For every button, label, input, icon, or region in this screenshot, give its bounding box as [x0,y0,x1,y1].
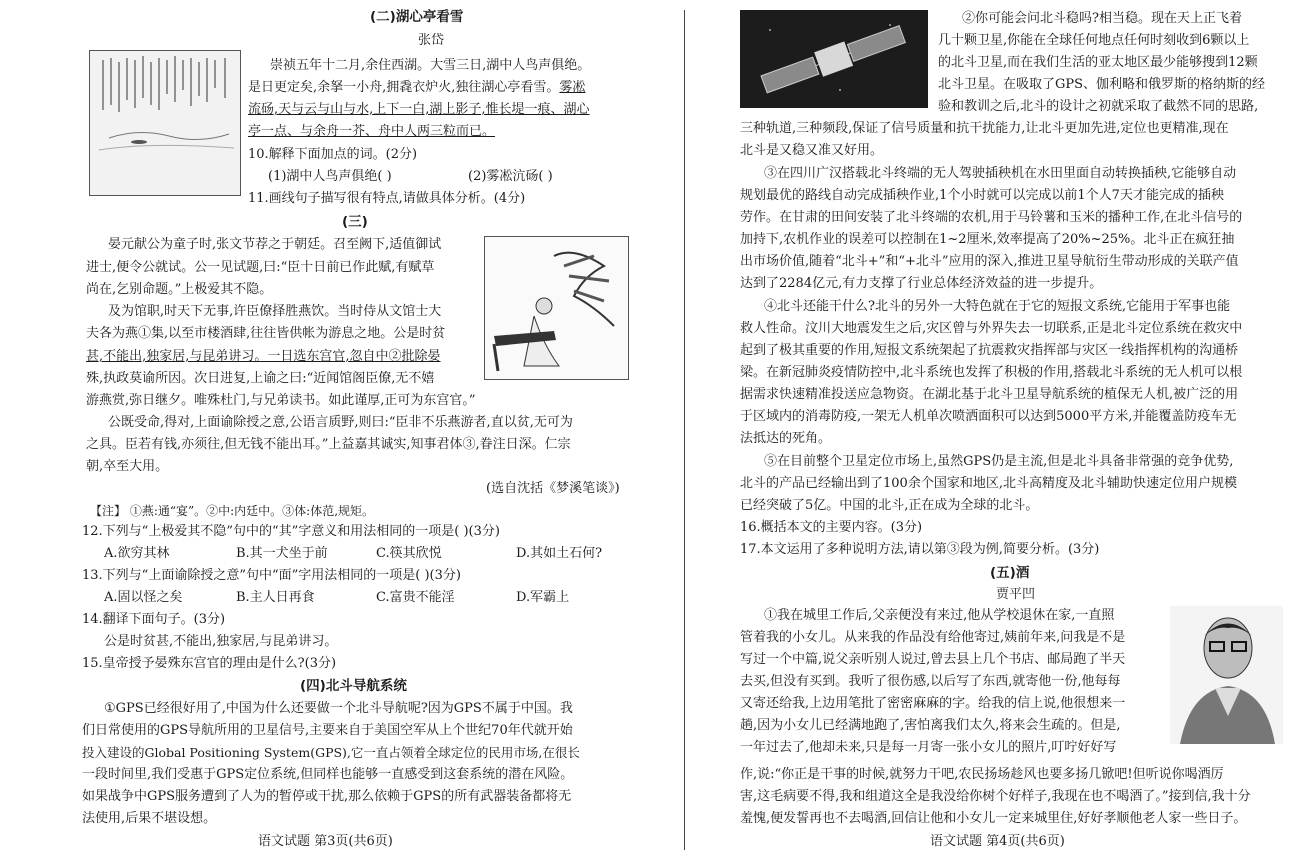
q12-option-a: A.欲穷其林 [104,546,170,561]
s2-line-3: 流砀,天与云与山与水,上下一白,湖上影子,惟长堤一痕、湖心 [248,102,590,117]
question-14-text: 公是时贫甚,不能出,独家居,与昆弟讲习。 [104,634,338,649]
s2-line-2: 是日更定矣,余拏一小舟,拥毳衣炉火,独往湖心亭看雪。雾凇 [248,80,586,95]
p2-line-7: 北斗是又稳又准又好用。 [740,143,884,158]
p2-line-2: 几十颗卫星,你能在全球任何地点任何时刻收到6颗以上 [938,33,1250,48]
question-10-b: (2)雾凇沆砀( ) [468,169,553,184]
s2-line-4: 亭一点、与余舟一芥、舟中人两三粒而已。 [248,124,496,139]
p4-line-2: 救人性命。汶川大地震发生之后,灾区曾与外界失去一切联系,正是北斗定位系统在救灾中 [740,321,1243,336]
question-13: 13.下列与“上面谕除授之意”句中“面”字用法相同的一项是( )(3分) [82,568,461,583]
q12-option-d: D.其如土石何? [516,546,603,561]
question-15: 15.皇帝授予晏殊东宫官的理由是什么?(3分) [82,656,337,671]
s3-line-4: 及为馆职,时天下无事,许臣僚择胜燕饮。当时侍从文馆士大 [108,304,442,319]
s5-line-4: 去买,但没有买到。我听了很伤感,以后写了东西,就寄他一份,他每每 [740,674,1121,689]
p3-line-3: 劳作。在甘肃的田间安装了北斗终端的农机,用于马铃薯和玉米的播种工作,在北斗信号的 [740,210,1243,225]
s5-line-8: 作,说:“你正是干事的时候,就努力干吧,农民扬场趁风也要多扬几锨吧!但听说你喝酒厉 [740,767,1224,782]
column-divider [684,10,685,850]
p2-line-5: 验和教训之后,北斗的设计之初就采取了截然不同的思路, [938,99,1259,114]
s4-line-3: 投入建设的Global Positioning System(GPS),它一直占领着全球定位的民用市场,在很长 [82,745,580,760]
p4-line-1: ④北斗还能干什么?北斗的另外一大特色就在于它的短报文系统,它能用于军事也能 [764,299,1231,314]
p3-line-1: ③在四川广汉搭载北斗终端的无人驾驶插秧机在水田里面自动转换插秧,它能够自动 [764,166,1237,181]
landscape-painting-image [89,50,241,196]
question-12: 12.下列与“上极爱其不隐”句中的“其”字意义和用法相同的一项是( )(3分) [82,524,500,539]
s5-line-3: 写过一个中篇,说父亲听别人说过,曾去县上几个书店、邮局跑了半天 [740,652,1126,667]
s5-line-9: 害,这毛病要不得,我和组道这全是我没给你树个好样子,我现在也不喝酒了。”接到信,我十分 [740,789,1251,804]
section-5-title: (五)酒 [990,565,1030,581]
s3-line-7: 殊,执政莫谕所因。次日进复,上谕之曰:“近闻馆阁臣僚,无不嬉 [86,371,435,386]
author-portrait-photo [1170,606,1283,744]
p2-line-4: 北斗卫星。在吸取了GPS、伽利略和俄罗斯的格纳斯的经 [938,77,1266,92]
p3-line-6: 达到了2284亿元,有力支撑了行业总体经济效益的进一步提升。 [740,276,1103,291]
s3-line-9: 公既受命,得对,上面谕除授之意,公语言质野,则曰:“臣非不乐燕游者,直以贫,无可为 [108,415,573,430]
q13-option-b: B.主人日再食 [236,590,315,605]
p5-line-2: 北斗的产品已经输出到了100余个国家和地区,北斗高精度及北斗辅助快速定位用户规模 [740,476,1237,491]
p2-line-1: ②你可能会问北斗稳吗?相当稳。现在天上正飞着 [962,11,1242,26]
s3-line-2: 进士,便令公就试。公一见试题,曰:“臣十日前已作此赋,有赋草 [86,260,435,275]
s2-line-1: 崇祯五年十二月,余住西湖。大雪三日,湖中人鸟声俱绝。 [270,58,591,73]
ink-figure-illustration [484,236,629,380]
p2-line-6: 三种轨道,三种频段,保证了信号质量和抗干扰能力,让北斗更加先进,定位也更精准,现在 [740,121,1229,136]
s5-line-6: 趟,因为小女儿已经满地跑了,害怕离我们太久,将来会生疏的。但是, [740,718,1121,733]
question-10: 10.解释下面加点的词。(2分) [248,147,418,162]
q13-option-d: D.军霸上 [516,590,570,605]
s3-line-5: 夫各为燕①集,以至市楼酒肆,往往皆供帐为游息之地。公是时贫 [86,326,446,341]
s4-line-1: ①GPS已经很好用了,中国为什么还要做一个北斗导航呢?因为GPS不属于中国。我 [104,701,573,716]
s3-line-8: 游燕赏,弥日继夕。唯殊杜门,与兄弟读书。如此谨厚,正可为东宫官。” [86,393,476,408]
q13-option-c: C.富贵不能淫 [376,590,455,605]
s3-line-10: 之具。臣若有钱,亦须往,但无钱不能出耳。”上益嘉其诚实,知事君体③,眷注日深。仁宗 [86,437,571,452]
q13-option-a: A.固以怪之矣 [104,590,183,605]
q12-option-c: C.筷其欣悦 [376,546,442,561]
q12-option-b: B.其一犬坐于前 [236,546,328,561]
s3-line-3: 尚在,乞别命题。”上极爱其不隐。 [86,282,273,297]
satellite-photo [740,10,928,108]
s5-line-7: 一年过去了,他却未来,只是每一月寄一张小女儿的照片,叮咛好好写 [740,740,1117,755]
s3-line-1: 晏元献公为童子时,张文节荐之于朝廷。召至阙下,适值御试 [108,237,442,252]
s5-line-10: 羞愧,便发誓再也不去喝酒,回信让他和小女儿一定来城里住,好好孝顺他老人家一些日子。 [740,811,1247,826]
p4-line-3: 起到了极其重要的作用,短报文系统架起了抗震救灾指挥部与灾区一线指挥机构的沟通桥 [740,343,1239,358]
p3-line-4: 加持下,农机作业的误差可以控制在1~2厘米,效率提高了20%~25%。北斗正在疯狂抽 [740,232,1235,247]
s4-line-4: 一段时间里,我们受惠于GPS定位系统,但同样也能够一直感受到这套系统的潜在风险。 [82,767,574,782]
s3-line-6: 甚,不能出,独家居,与昆弟讲习。一日选东宫官,忽自中②批除晏 [86,349,441,364]
question-17: 17.本文运用了多种说明方法,请以第③段为例,简要分析。(3分) [740,542,1100,557]
p4-line-5: 据需求快速精准投送应急物资。在湖北基于北斗卫星导航系统的植保无人机,被广泛的用 [740,387,1239,402]
p3-line-2: 规划最优的路线自动完成插秧作业,1个小时就可以完成以前1个人7天才能完成的插秧 [740,188,1224,203]
p3-line-5: 出市场价值,随着“北斗+”和“+北斗”应用的深入,推进卫星导航衍生带动形成的关联产值 [740,254,1239,269]
left-page-footer: 语文试题 第3页(共6页) [258,834,393,849]
s5-line-2: 管着我的小女儿。从来我的作品没有给他寄过,姨前年来,问我是不是 [740,630,1126,645]
s3-note: 【注】 ①燕:通“宴”。②中:内廷中。③体:体范,规矩。 [90,504,375,518]
question-10-a: (1)湖中人鸟声俱绝( ) [268,169,392,184]
s4-line-6: 法使用,后果不堪设想。 [82,811,217,826]
question-11: 11.画线句子描写很有特点,请做具体分析。(4分) [248,191,526,206]
section-2-author: 张岱 [418,33,445,48]
section-4-title: (四)北斗导航系统 [300,678,407,694]
right-page-footer: 语文试题 第4页(共6页) [930,834,1065,849]
s5-line-5: 又寄还给我,上边用笔批了密密麻麻的字。给我的信上说,他很想来一 [740,696,1126,711]
question-16: 16.概括本文的主要内容。(3分) [740,520,923,535]
s3-source: (选自沈括《梦溪笔谈》) [486,481,620,496]
p4-line-7: 法抵达的死角。 [740,431,832,446]
s4-line-2: 们日常使用的GPS导航所用的卫星信号,主要来自于美国空军从上个世纪70年代就开始 [82,723,573,738]
s3-line-11: 朝,卒至大用。 [86,459,169,474]
p5-line-3: 已经突破了5亿。中国的北斗,正在成为全球的北斗。 [740,498,1039,513]
section-2-title: (二)湖心亭看雪 [370,9,464,25]
question-14: 14.翻译下面句子。(3分) [82,612,226,627]
p4-line-4: 梁。在新冠肺炎疫情防控中,北斗系统也发挥了积极的作用,搭载北斗系统的无人机可以根 [740,365,1243,380]
p2-line-3: 的北斗卫星,而在我们生活的亚太地区最少能够搜到12颗 [938,55,1258,70]
section-3-title: (三) [342,214,368,230]
section-5-author: 贾平凹 [996,587,1036,602]
s4-line-5: 如果战争中GPS服务遭到了人为的暂停或干扰,那么依赖于GPS的所有武器装备都将无 [82,789,572,804]
p5-line-1: ⑤在目前整个卫星定位市场上,虽然GPS仍是主流,但是北斗具备非常强的竞争优势, [764,454,1234,469]
p4-line-6: 于区域内的消毒防疫,一架无人机单次喷洒面积可以达到5000平方米,并能覆盖防疫车无 [740,409,1237,424]
s5-line-1: ①我在城里工作后,父亲便没有来过,他从学校退休在家,一直照 [764,608,1115,623]
